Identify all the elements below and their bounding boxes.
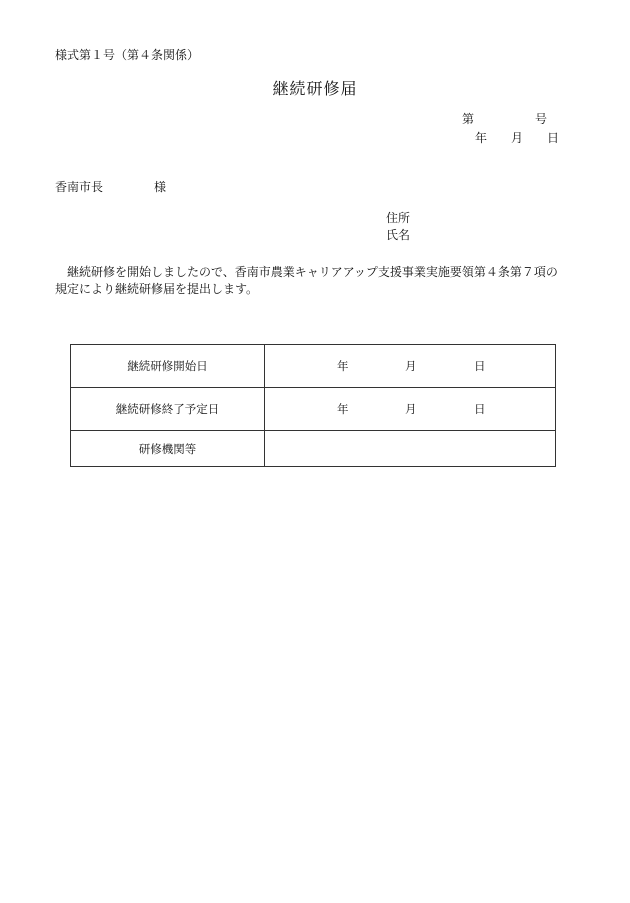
- end-date-label: 継続研修終了予定日: [71, 388, 265, 431]
- form-number-label: 様式第１号（第４条関係）: [55, 48, 200, 62]
- start-date-label: 継続研修開始日: [71, 345, 265, 388]
- applicant-address-label: 住所: [386, 211, 411, 225]
- start-date-month: 月: [405, 359, 417, 373]
- date-month-label: 月: [511, 131, 524, 145]
- date-day-label: 日: [547, 131, 560, 145]
- institution-field[interactable]: [265, 431, 556, 467]
- institution-label: 研修機関等: [71, 431, 265, 467]
- body-paragraph: 継続研修を開始しましたので、香南市農業キャリアアップ支援事業実施要領第４条第７項の規定により継続研修届を提出します。: [55, 265, 558, 296]
- end-date-year: 年: [337, 402, 349, 416]
- addressee-name: 香南市長: [55, 180, 104, 194]
- document-number-prefix: 第: [462, 112, 475, 126]
- table-row: [71, 388, 556, 431]
- end-date-field[interactable]: [265, 388, 556, 431]
- addressee-honorific: 様: [154, 180, 167, 194]
- start-date-day: 日: [474, 359, 486, 373]
- date-year-label: 年: [475, 131, 488, 145]
- document-title: 継続研修届: [272, 79, 358, 98]
- applicant-name-label: 氏名: [386, 228, 411, 242]
- table-row: [71, 345, 556, 388]
- table-row: [71, 431, 556, 467]
- document-number-suffix: 号: [535, 112, 548, 126]
- end-date-month: 月: [405, 402, 417, 416]
- start-date-year: 年: [337, 359, 349, 373]
- start-date-field[interactable]: [265, 345, 556, 388]
- training-info-table: [70, 344, 556, 467]
- end-date-day: 日: [474, 402, 486, 416]
